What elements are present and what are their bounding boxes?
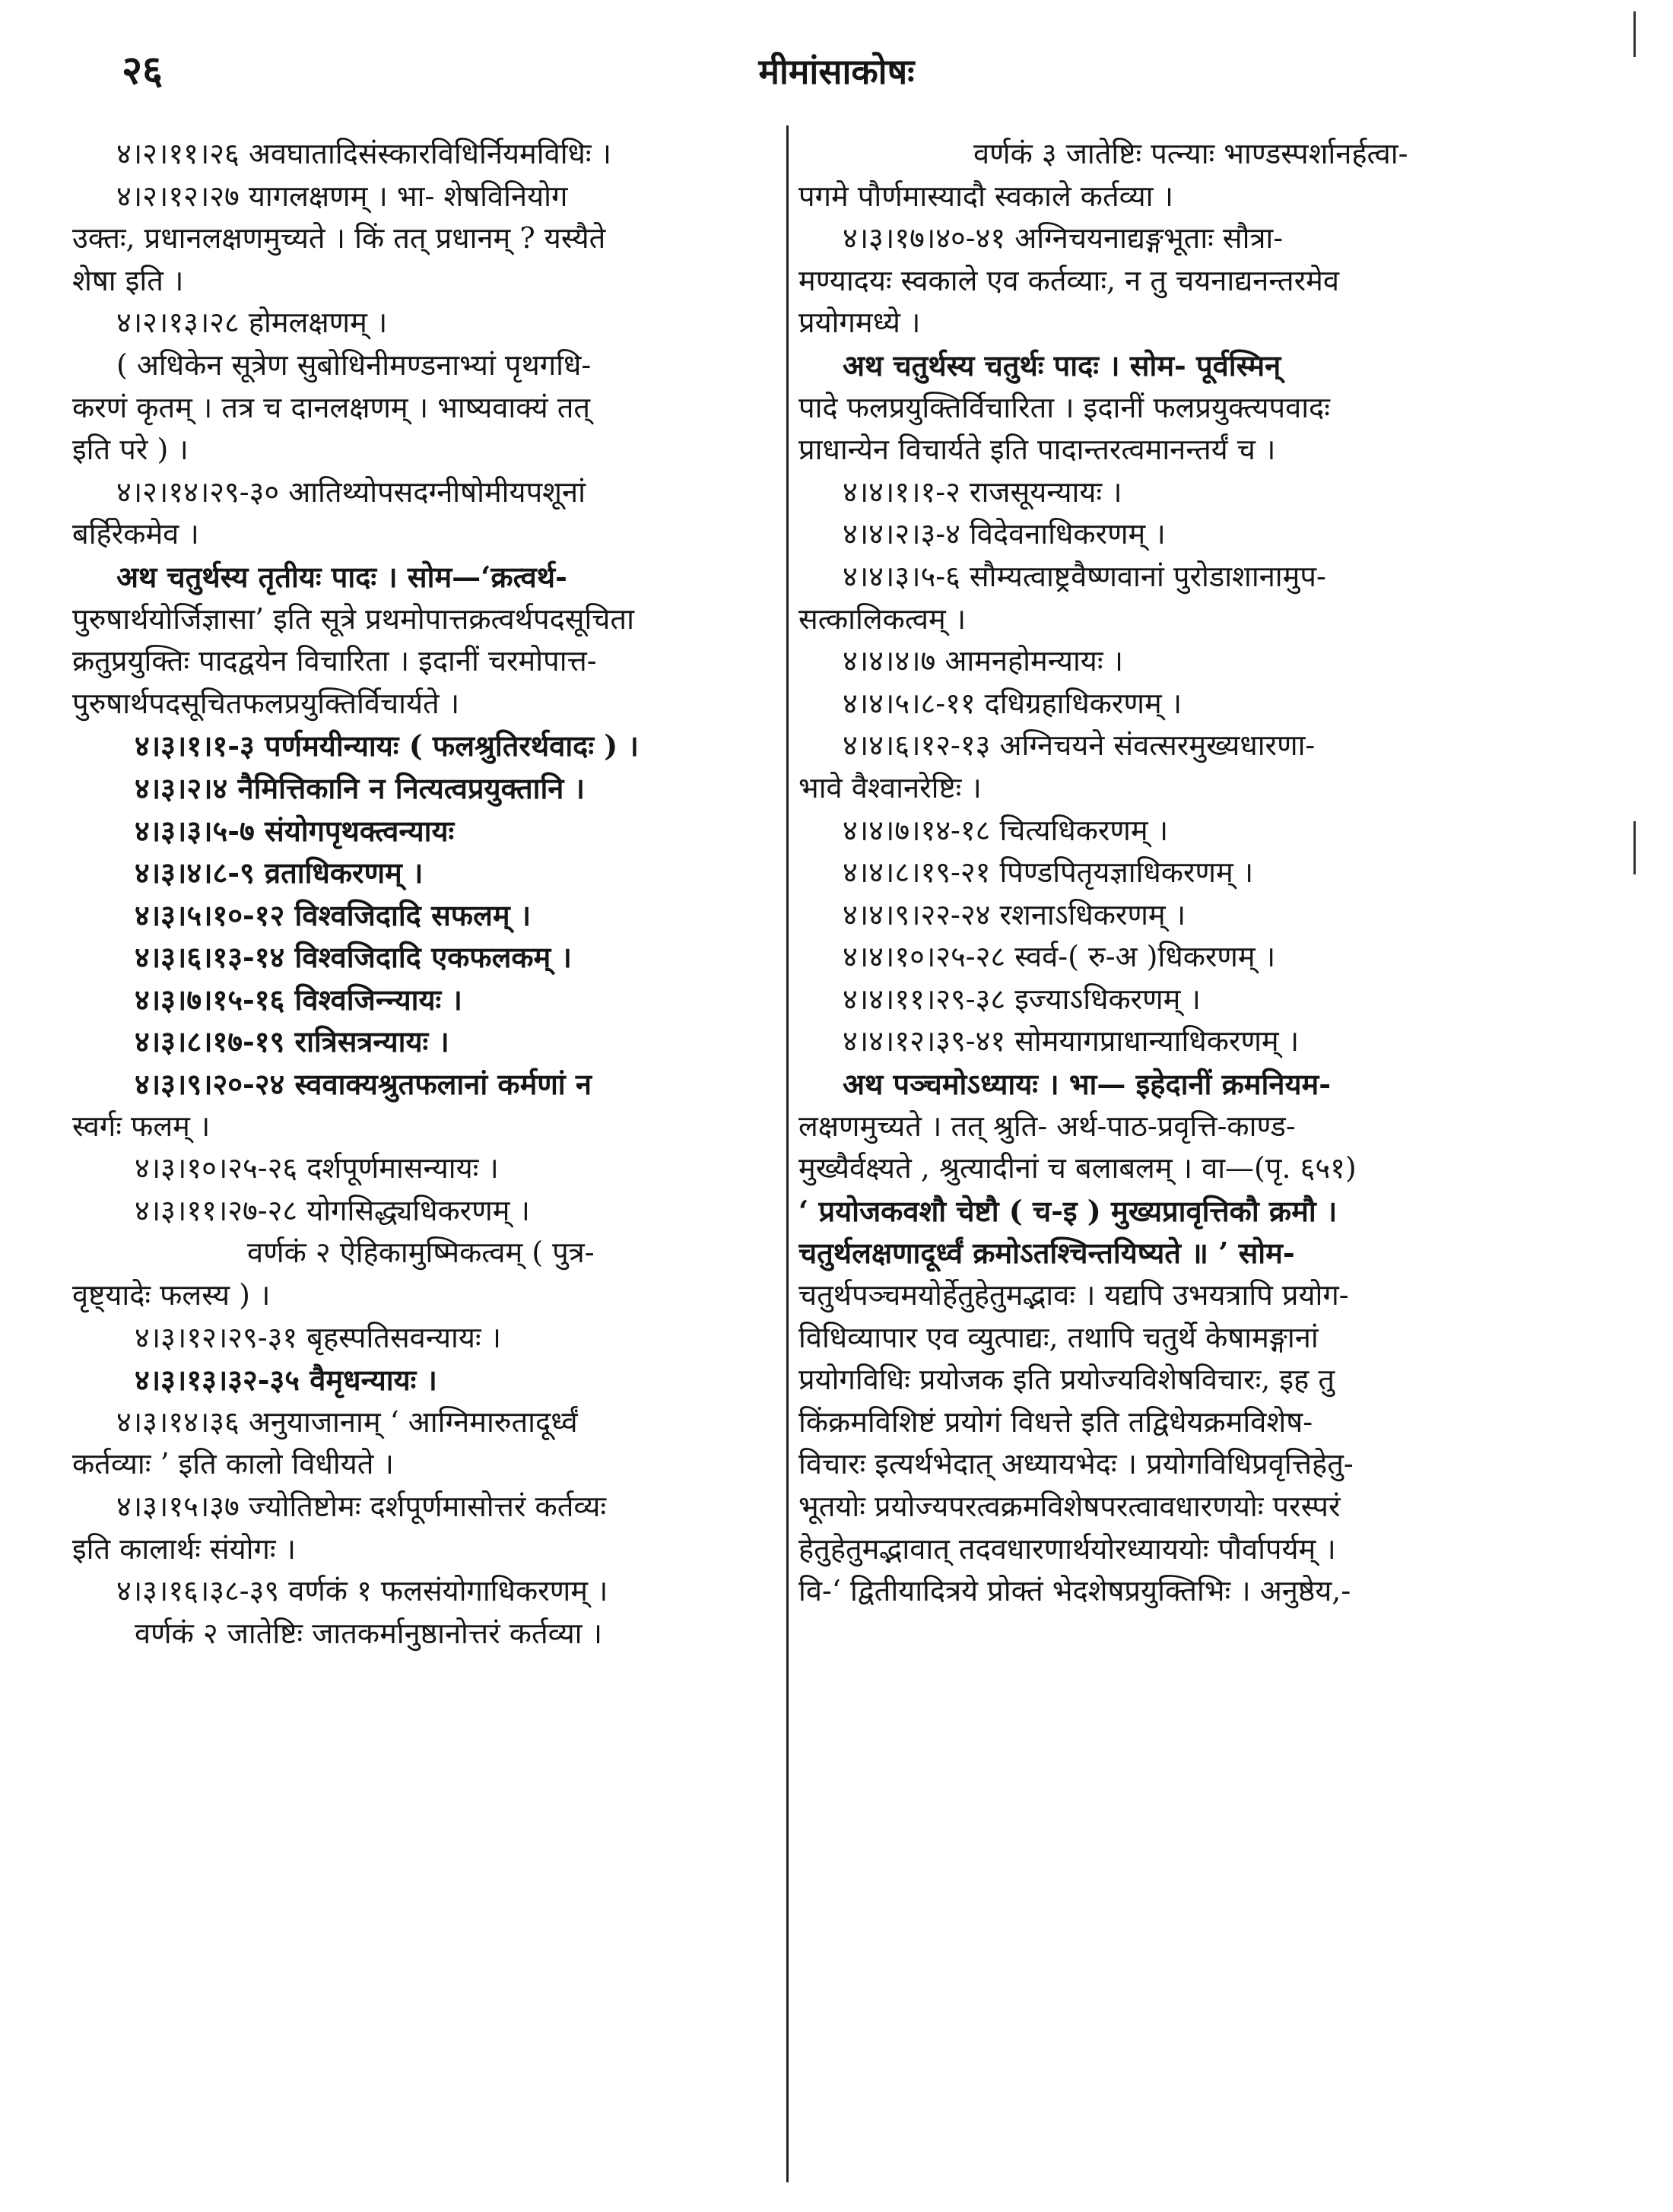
- text-line: ४।४।२।३-४ विदेवनाधिकरणम् ।: [843, 517, 1166, 551]
- text-line: ४।४।६।१२-१३ अग्निचयने संवत्सरमुख्यधारणा-: [843, 728, 1316, 763]
- text-line: ४।२।१३।२८ होमलक्षणम् ।: [116, 306, 388, 340]
- text-line: पादे फलप्रयुक्तिर्विचारिता । इदानीं फलप्रयुक्त्यपवादः: [798, 390, 1330, 424]
- text-line: ४।३।९।२०-२४ स्ववाक्यश्रुतफलानां कर्मणां न: [135, 1067, 592, 1102]
- text-line: अथ पञ्चमोऽध्यायः । भा— इहेदानीं क्रमनियम-: [843, 1067, 1332, 1102]
- text-line: लक्षणमुच्यते । तत् श्रुति- अर्थ-पाठ-प्रवृत्ति-काण्ड-: [798, 1109, 1296, 1143]
- scan-edge-mark: [1633, 11, 1636, 57]
- text-line: ४।३।२।४ नैमित्तिकानि न नित्यत्वप्रयुक्तानि ।: [135, 770, 586, 805]
- text-line: प्राधान्येन विचार्यते इति पादान्तरत्वमानन्तर्यं च ।: [798, 433, 1276, 467]
- text-line: ४।३।३।५-७ संयोगपृथक्त्वन्यायः: [135, 813, 455, 848]
- text-line: प्रयोगमध्ये ।: [798, 306, 921, 340]
- text-line: ४।३।१०।२५-२६ दर्शपूर्णमासन्यायः ।: [135, 1151, 499, 1185]
- text-line: वर्णकं ३ जातेष्टिः पत्न्याः भाण्डस्पर्शानर्हत्वा-: [973, 137, 1408, 170]
- text-line: ४।२।१२।२७ यागलक्षणम् । भा- शेषविनियोग: [116, 179, 568, 213]
- text-line: पुरुषार्थपदसूचितफलप्रयुक्तिर्विचार्यते ।: [72, 686, 460, 720]
- scan-edge-mark: [1633, 821, 1636, 874]
- text-line: ४।४।१।१-२ राजसूयन्यायः ।: [843, 474, 1122, 509]
- page-number: २६: [122, 47, 163, 94]
- text-line: ४।२।१४।२९-३० आतिथ्योपसदग्नीषोमीयपशूनां: [116, 474, 586, 509]
- text-line: अथ चतुर्थस्य तृतीयः पादः । सोम—‘क्रत्वर्थ-: [116, 559, 567, 594]
- column-divider: [786, 125, 789, 2182]
- text-line: ४।३।१३।३२-३५ वैमृधन्यायः ।: [135, 1363, 437, 1398]
- text-line: अथ चतुर्थस्य चतुर्थः पादः । सोम- पूर्वस्मिन्: [843, 348, 1281, 382]
- text-line: मण्यादयः स्वकाले एव कर्तव्याः, न तु चयनाद्यनन्तरमेव: [798, 263, 1339, 297]
- left-column: [72, 133, 779, 2186]
- text-line: ४।४।५।८-११ दधिग्रहाधिकरणम् ।: [843, 686, 1183, 720]
- text-line: ४।४।१०।२५-२८ स्वर्व-( रु-अ )धिकरणम् ।: [843, 940, 1276, 974]
- text-line: उक्तः, प्रधानलक्षणमुच्यते । किं तत् प्रधानम् ? यस्यैते: [72, 221, 606, 255]
- text-line: हेतुहेतुमद्भावात् तदवधारणार्थयोरध्याययोः पौर्वापर्यम् ।: [798, 1531, 1336, 1566]
- text-line: ४।२।११।२६ अवघातादिसंस्कारविधिर्नियमविधिः ।: [116, 137, 612, 170]
- text-line: पगमे पौर्णमास्यादौ स्वकाले कर्तव्या ।: [798, 179, 1173, 213]
- text-line: ( अधिकेन सूत्रेण सुबोधिनीमण्डनाभ्यां पृथगधि-: [116, 348, 592, 382]
- text-line: वि-‘ द्वितीयादित्रये प्रोक्तं भेदशेषप्रयुक्तिभिः । अनुष्ठेय,-: [798, 1574, 1351, 1608]
- text-line: ४।३।१४।३६ अनुयाजानाम् ‘ आग्निमारुतादूर्ध्वं: [116, 1404, 578, 1439]
- text-line: ४।३।११।२७-२८ योगसिद्ध्यधिकरणम् ।: [135, 1193, 530, 1227]
- text-line: ४।३।५।१०-१२ विश्वजिदादि सफलम् ।: [135, 897, 532, 932]
- text-line: प्रयोगविधिः प्रयोजक इति प्रयोज्यविशेषविचारः, इह तु: [798, 1363, 1335, 1397]
- text-line: ४।३।१५।३७ ज्योतिष्टोमः दर्शपूर्णमासोत्तरं कर्तव्यः: [116, 1490, 607, 1523]
- text-line: चतुर्थपञ्चमयोर्हेतुहेतुमद्भावः । यद्यपि उभयत्रापि प्रयोग-: [798, 1278, 1349, 1312]
- text-line: विधिव्यापार एव व्युत्पाद्यः, तथापि चतुर्थे केषामङ्गानां: [798, 1320, 1319, 1354]
- text-line: इति कालार्थः संयोगः ।: [72, 1531, 297, 1566]
- text-line: ४।४।११।२९-३८ इज्याऽधिकरणम् ।: [843, 982, 1201, 1016]
- text-line: किंक्रमविशिष्टं प्रयोगं विधत्ते इति तद्विधेयक्रमविशेष-: [798, 1404, 1313, 1439]
- text-line: ४।३।१।१-३ पर्णमयीन्यायः ( फलश्रुतिरर्थवादः ) ।: [135, 728, 639, 763]
- text-line: ४।३।१७।४०-४१ अग्निचयनाद्यङ्गभूताः सौत्रा-: [843, 221, 1284, 255]
- text-line: ४।४।८।१९-२१ पिण्डपितृयज्ञाधिकरणम् ।: [843, 855, 1254, 890]
- text-line: ४।३।१६।३८-३९ वर्णकं १ फलसंयोगाधिकरणम् ।: [116, 1574, 608, 1608]
- text-line: ‘ प्रयोजकवशौ चेष्टौ ( च-इ ) मुख्यप्रावृत्तिकौ क्रमौ ।: [798, 1193, 1338, 1228]
- text-line: ४।३।७।१५-१६ विश्वजिन्न्यायः ।: [135, 982, 462, 1017]
- text-line: स्वर्गः फलम् ।: [72, 1109, 211, 1143]
- text-line: पुरुषार्थयोर्जिज्ञासा’ इति सूत्रे प्रथमोपात्तक्रत्वर्थपदसूचिता: [72, 601, 634, 636]
- text-line: वृष्ट्यादेः फलस्य ) ।: [72, 1278, 271, 1312]
- text-line: ४।४।७।१४-१८ चित्यधिकरणम् ।: [843, 813, 1169, 847]
- text-line: वर्णकं २ ऐहिकामुष्मिकत्वम् ( पुत्र-: [247, 1236, 595, 1270]
- text-line: वर्णकं २ जातेष्टिः जातकर्मानुष्ठानोत्तरं कर्तव्या ।: [135, 1616, 602, 1650]
- running-title: मीमांसाकोषः: [758, 51, 915, 92]
- text-line: मुख्यैर्वक्ष्यते , श्रुत्यादीनां च बलाबलम् । वा—(पृ. ६५१): [798, 1151, 1357, 1185]
- text-line: ४।४।३।५-६ सौम्यत्वाष्ट्रवैष्णवानां पुरोडाशानामुप-: [843, 559, 1326, 593]
- text-line: विचारः इत्यर्थभेदात् अध्यायभेदः । प्रयोगविधिप्रवृत्तिहेतु-: [798, 1447, 1354, 1481]
- text-line: इति परे ) ।: [72, 433, 189, 467]
- text-line: ४।३।१२।२९-३१ बृहस्पतिसवन्यायः ।: [135, 1320, 502, 1354]
- text-line: चतुर्थलक्षणादूर्ध्वं क्रमोऽतश्चिन्तयिष्यते ॥ ’ सोम-: [798, 1236, 1295, 1271]
- text-line: कर्तव्याः ’ इति कालो विधीयते ।: [72, 1447, 394, 1481]
- text-line: ४।४।१२।३९-४१ सोमयागप्राधान्याधिकरणम् ।: [843, 1024, 1300, 1058]
- text-line: ४।३।६।१३-१४ विश्वजिदादि एकफलकम् ।: [135, 940, 572, 975]
- text-line: क्रतुप्रयुक्तिः पादद्वयेन विचारिता । इदानीं चरमोपात्त-: [72, 644, 597, 678]
- text-line: शेषा इति ।: [72, 263, 184, 297]
- text-line: ४।३।८।१७-१९ रात्रिसत्रन्यायः ।: [135, 1024, 449, 1059]
- text-line: ४।४।९।२२-२४ रशनाऽधिकरणम् ।: [843, 897, 1186, 931]
- text-line: सत्कालिकत्वम् ।: [798, 601, 967, 636]
- text-line: करणं कृतम् । तत्र च दानलक्षणम् । भाष्यवाक्यं तत्: [72, 390, 591, 424]
- right-column: [798, 133, 1483, 2186]
- text-line: बर्हिरेकमेव ।: [72, 517, 199, 551]
- text-line: ४।४।४।७ आमनहोमन्यायः ।: [843, 644, 1124, 678]
- text-line: ४।३।४।८-९ व्रताधिकरणम् ।: [135, 855, 424, 890]
- text-line: भूतयोः प्रयोज्यपरत्वक्रमविशेषपरत्वावधारणयोः परस्परं: [798, 1490, 1341, 1523]
- text-line: भावे वैश्वानरेष्टिः ।: [798, 770, 982, 805]
